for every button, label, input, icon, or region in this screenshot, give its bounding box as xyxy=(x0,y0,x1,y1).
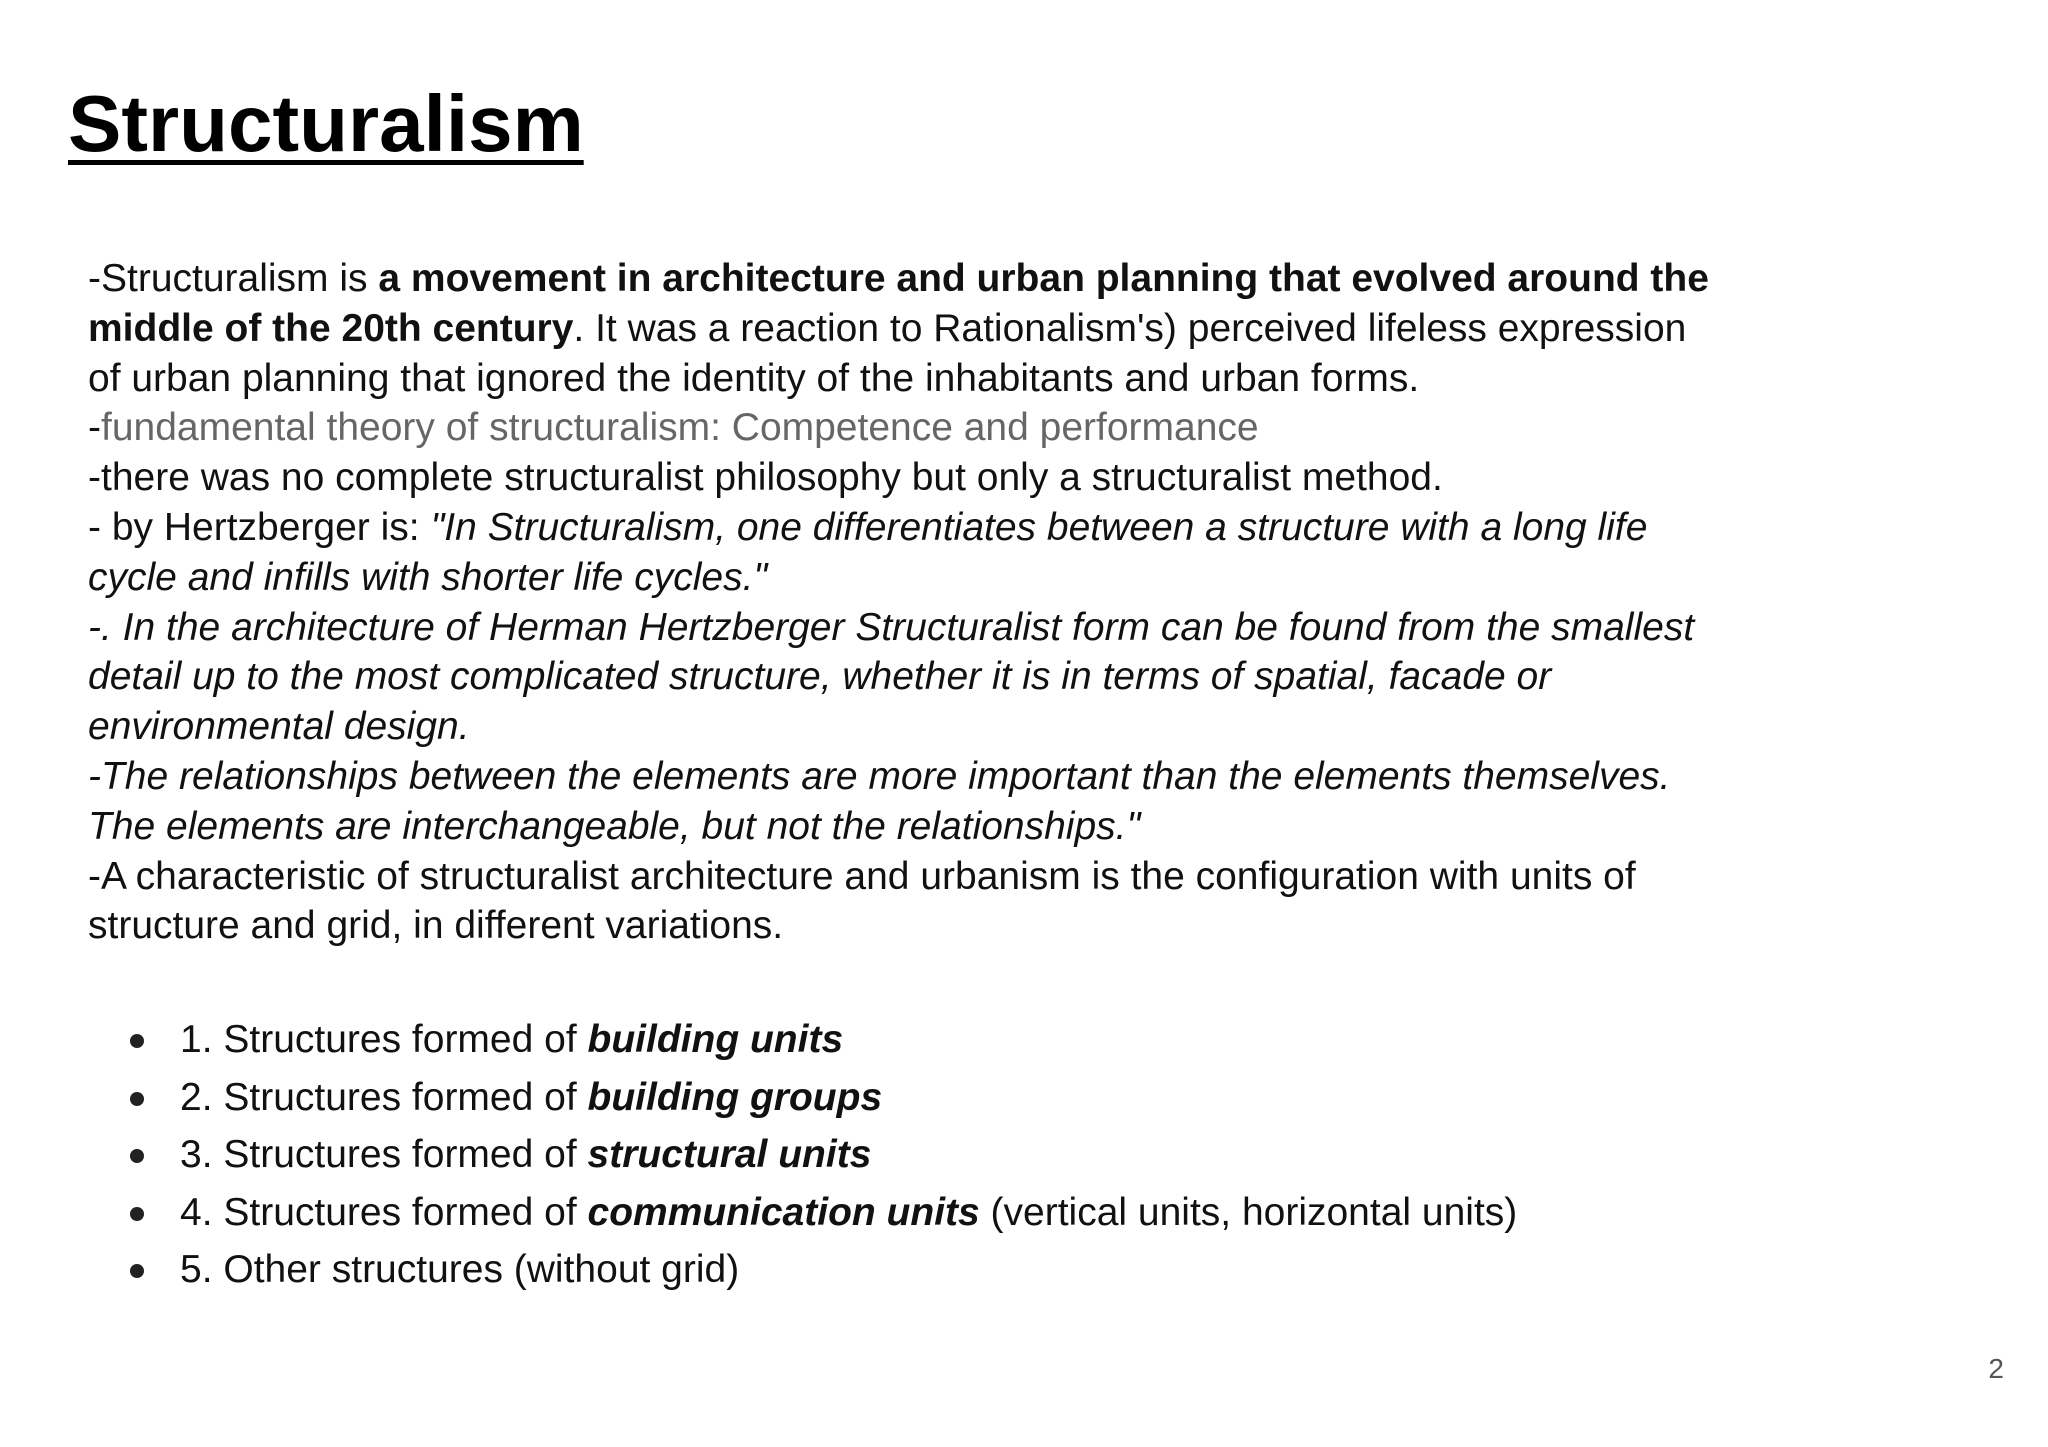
paragraph-relationships: -The relationships between the elements are more important than the elements themselves. The elements are interchangeable, but not the relationships." xyxy=(88,754,1671,848)
list-item: 4. Structures formed of communication units (vertical units, horizontal units) xyxy=(126,1184,1517,1242)
paragraph-definition xyxy=(88,254,1728,403)
hertzberger-intro: - by Hertzberger is: xyxy=(88,505,431,549)
paragraph-hertzberger-quote xyxy=(88,503,1728,603)
definition-rest: . It was a reaction to Rationalism's) perceived lifeless expression of urban planning that ignored the identity of the inhabitants and urban forms. xyxy=(88,306,1687,400)
page-number: 2 xyxy=(1988,1353,2004,1384)
list-item: 5. Other structures (without grid) xyxy=(126,1241,1517,1299)
body-text xyxy=(88,254,1728,951)
fundamental-dash: - xyxy=(88,406,101,450)
definition-intro: -Structuralism is xyxy=(88,257,379,300)
structure-types-list xyxy=(126,1011,1517,1299)
list-item: 2. Structures formed of building groups xyxy=(126,1069,1517,1127)
list-item: 3. Structures formed of structural units xyxy=(126,1126,1517,1184)
fundamental-theory-text: fundamental theory of structuralism: Competence and performance xyxy=(101,406,1259,450)
slide-title: Structuralism xyxy=(68,79,584,168)
hertzberger-quote: "In Structuralism, one differentiates between a structure with a long life cycle and infills with shorter life cycles." xyxy=(88,505,1648,599)
paragraph-characteristic: -A characteristic of structuralist architecture and urbanism is the configuration with units of structure and grid, in different variations. xyxy=(88,854,1636,948)
definition-bold: a movement in architecture and urban planning that evolved around the middle of the 20th century xyxy=(88,257,1709,350)
paragraph-method: -there was no complete structuralist philosophy but only a structuralist method. xyxy=(88,456,1443,500)
list-item: 1. Structures formed of building units xyxy=(126,1011,1517,1069)
paragraph-fundamental-theory xyxy=(88,403,1728,453)
paragraph-structuralist-form: -. In the architecture of Herman Hertzberger Structuralist form can be found from the smallest detail up to the most complicated structure, whether it is in terms of spatial, facade or environmental design. xyxy=(88,605,1695,749)
